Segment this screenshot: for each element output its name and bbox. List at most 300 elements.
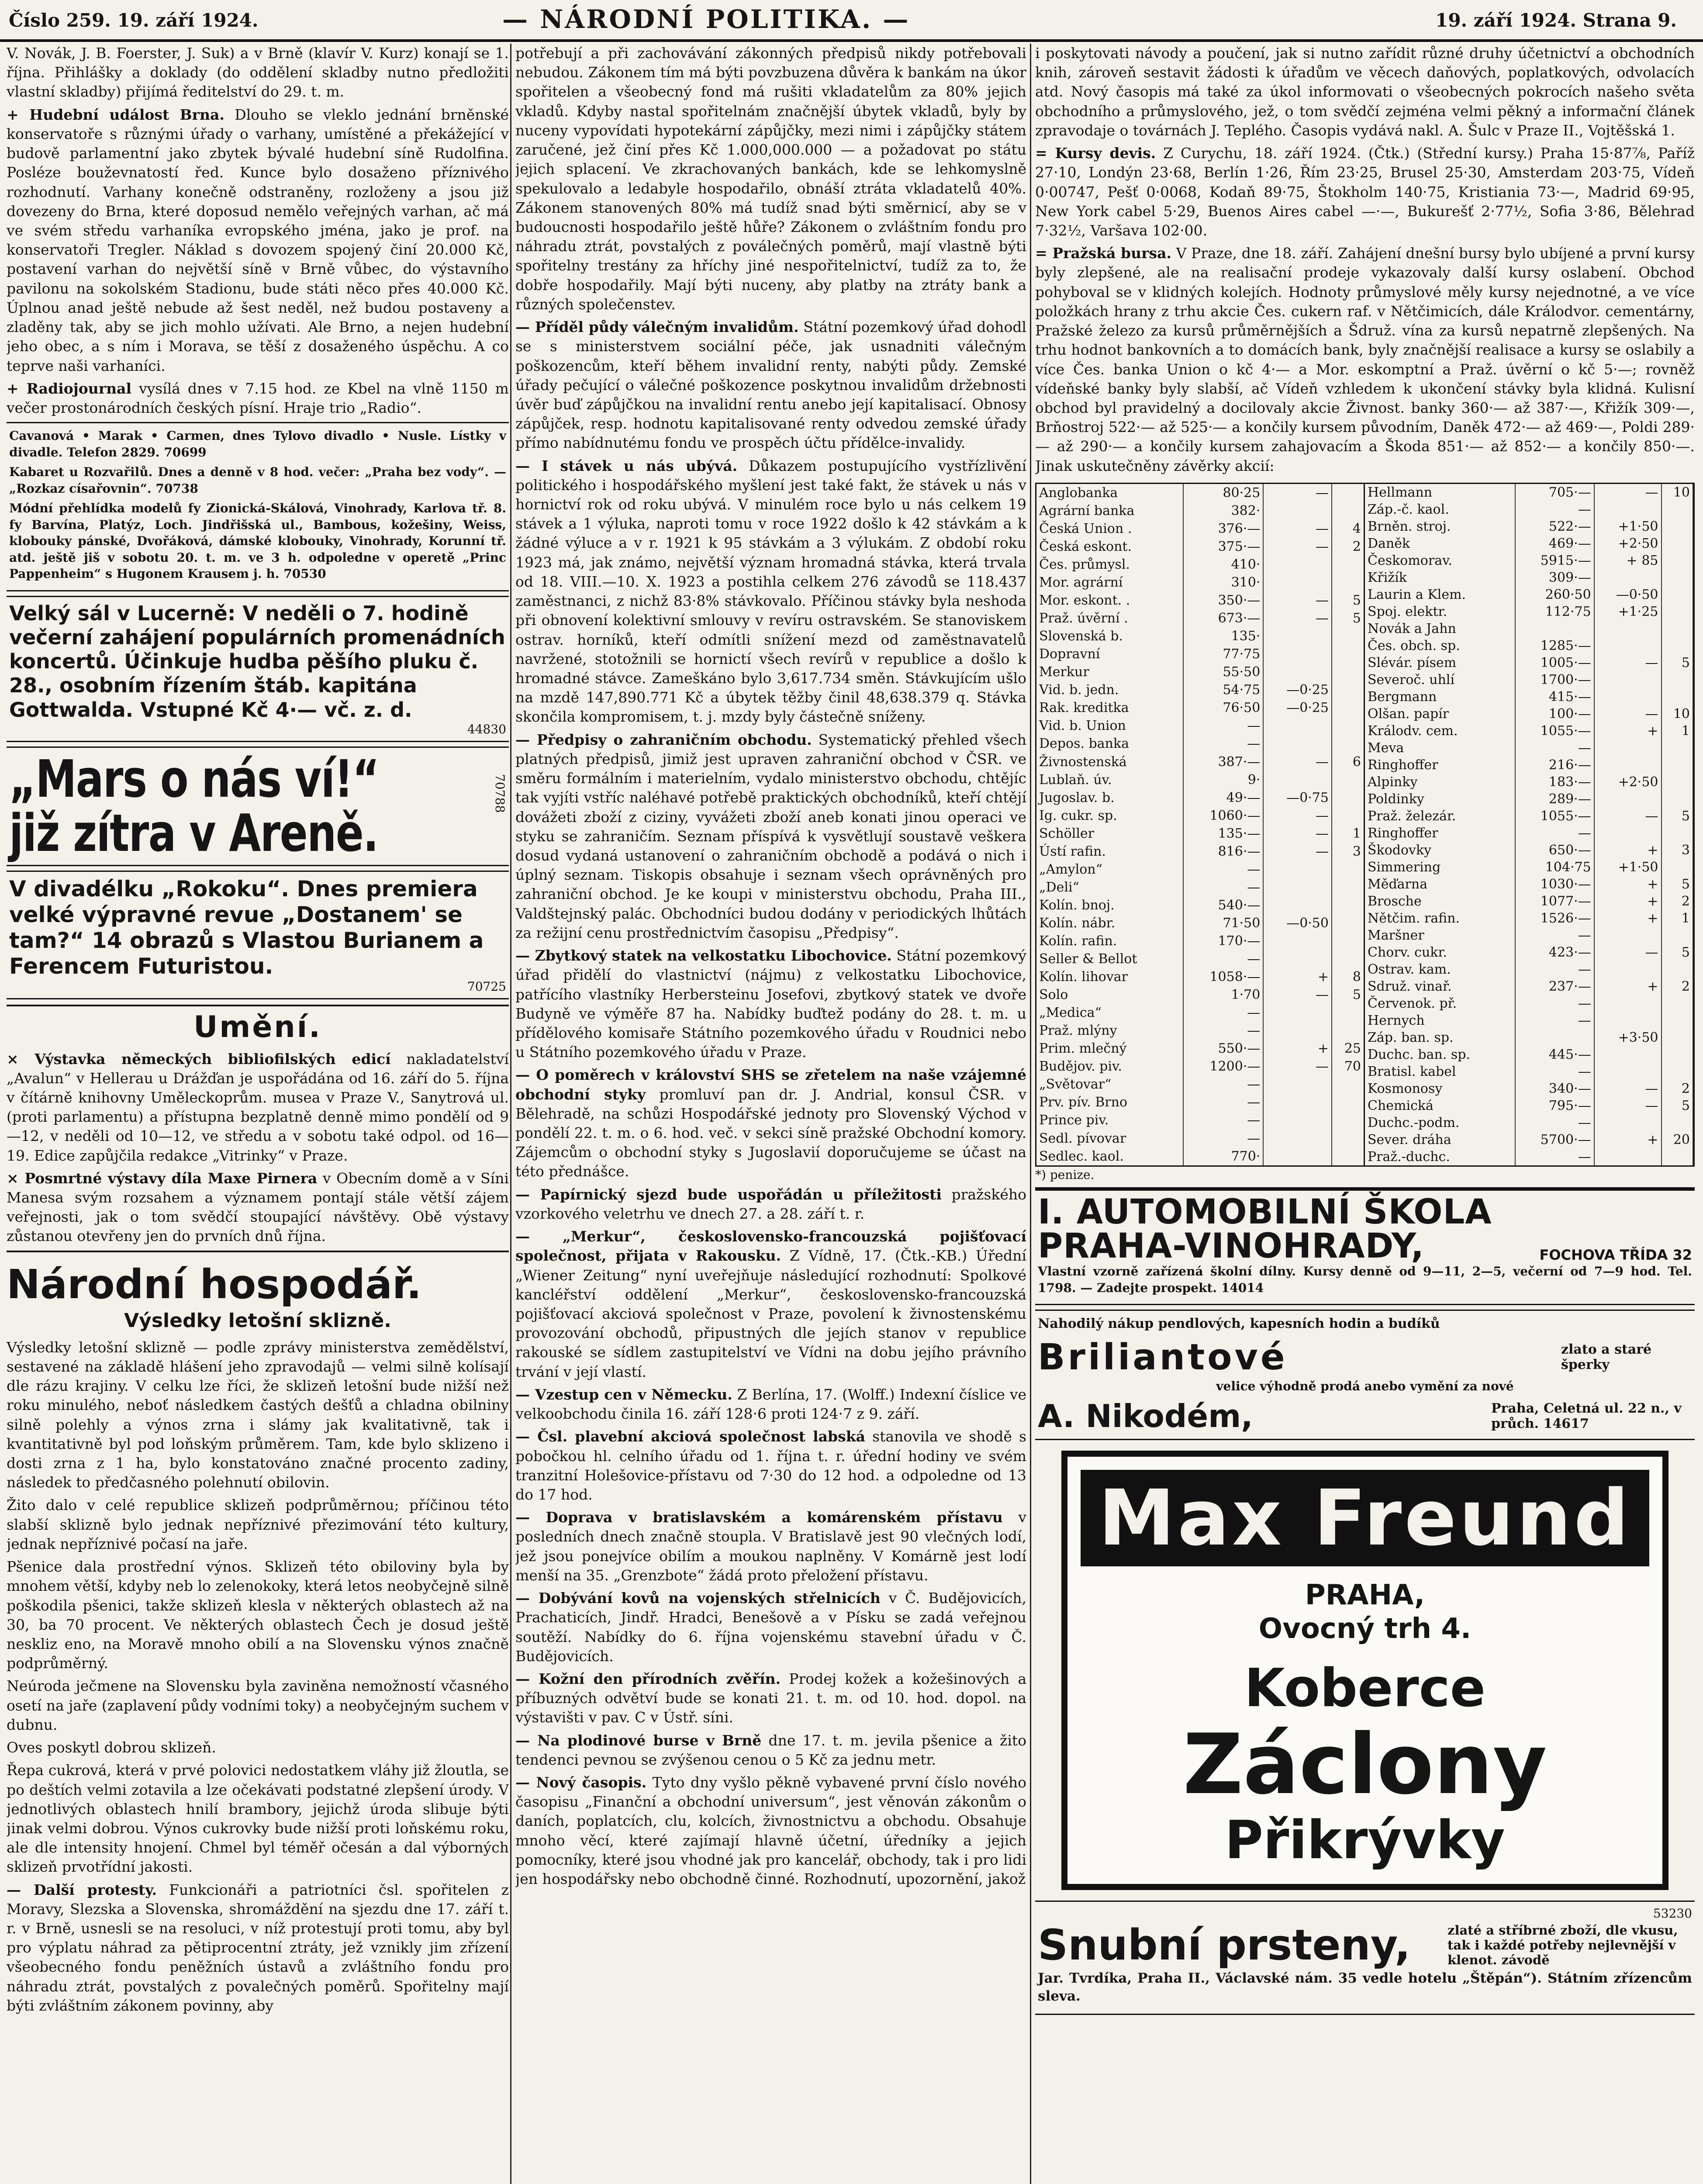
- article-text: V Praze, dne 18. září. Zahájení dnešní bursy bylo ubíjené a první kursy byly zlepšené, ale na realisační prodeje vykazovaly další kursy oslabení. Obchod pohyboval se v klidných kolejích. Hodnoty průmyslové měly kursy nejednotné, a ve více položkách hrany z trhu akcie Čes. cukern raf. v Nětčimicích, dále Králodvor. cementárny, Pražské železo za kursů průměrnějších a Šdruž. vína za kursů nepatrně zlepšených. Na trhu hodnot bankovních a to domácích bank, byly značnější realisace a kursy se oslabily a více Čes. banka Union o kč 4·— a Mor. eskomptní a Praž. úvěrní o kč 5·—; rovněž vídeňské banky byly slabší, ač Vídeň vzhledem k ukončení stávky byla klidná. Kulisní obchod byl pravidelný a docilovaly akcie Živnost. banky 360·— až 387·—, Křižík 309·—, Brňostroj 522·— až 525·— a končily kursem původním, Daněk 472·— až 469·—, Poldi 289·— až 290·— a končily kursem zahajovacím a Škoda 851·— až 852·— a končily 850·—. Jinak uskutečněny závěrky akcií:: [1035, 245, 1695, 474]
- stock-name: Kosmonosy: [1365, 1080, 1515, 1097]
- stock-value: —: [1263, 520, 1332, 538]
- stock-value: [1594, 620, 1662, 637]
- article: [515, 1065, 1026, 1181]
- stock-value: [1515, 620, 1594, 637]
- divider: [7, 1251, 509, 1252]
- stock-name: Solo: [1036, 986, 1183, 1004]
- table-row: [1365, 535, 1693, 552]
- article-text: Funkcionáři a patriotníci čsl. spořitelen z Moravy, Slezska a Slovenska, shromáždění na sjezdu dne 17. září t. r. v Brně, usnesli se na resoluci, v níž protestují proti tomu, aby byl pro výplatu náhrad za pětiprocentní ztráty, jež vznikly jim zřízení všeobecného fondu peněžních ústavů a zvláštního fondu pro náhradu ztrát, povstalých z povalečných poměrů. Spořitelny mají býti zvláštním zákonem povinny, aby: [7, 1881, 509, 2014]
- table-row: [1365, 484, 1693, 501]
- stock-name: Jugoslav. b.: [1036, 789, 1183, 807]
- stock-value: 76·50: [1183, 699, 1264, 717]
- stock-value: 80·25: [1183, 484, 1264, 502]
- article: [7, 1169, 509, 1246]
- stock-value: +: [1594, 910, 1662, 927]
- stock-value: [1662, 1063, 1693, 1080]
- stock-value: [1332, 1075, 1364, 1093]
- article-text: Tyto dny vyšlo pěkně vybavené první číslo nového časopisu „Finanční a obchodní universum“, jest věnován zákonům o daních, poplatcích, clu, kolcích, živnostnictvu a obchodu. Obsahuje mnoho věcí, které zajímají hlavně účetní, úředníky a jejich pomocníky, které jsou vhodné jak pro kancelář, obchody, tak i pro lidi jen hospodářsky nebo obchodně činné. Rozhodnutí, upozornění, jakož: [515, 1774, 1026, 1888]
- ad-text: Vlastní vzorně zařízená školní dílny. Kursy denně od 9—11, 2—5, večerní od 7—9 hod. Tel. 1798. — Zadejte prospekt. 14014: [1038, 1264, 1692, 1295]
- stock-value: [1594, 688, 1662, 705]
- stock-value: [1332, 1022, 1364, 1040]
- ad-number: 70725: [467, 979, 506, 994]
- stock-value: [1332, 1147, 1364, 1165]
- stock-value: 445·—: [1515, 1046, 1594, 1063]
- ad-number: 44830: [467, 722, 506, 736]
- table-row: [1365, 893, 1693, 910]
- stock-name: Ringhoffer: [1365, 825, 1515, 842]
- column-divider: [510, 44, 511, 2184]
- stock-name: Českomorav.: [1365, 552, 1515, 569]
- article-text: nakladatelství „Avalun“ v Hellerau u Drážďan je uspořádána od 16. září do 5. října v čítárně knihovny Uměleckoprům. musea v Praze V., Sanytrová ul. (proti parlamentu) a přístupna bezplatně denně mimo pondělí od 9—12, v neděli od 10—12, ve středu a v sobotu také odpol. od 16—19. Edice zapůjčila redakce „Vitrinky“ v Praze.: [7, 1050, 509, 1164]
- table-row: [1365, 1114, 1693, 1131]
- ad-text: V divadélku „Rokoku“. Dnes premiera velké výpravné revue „Dostanem' se tam?“ 14 obrazů s Vlastou Burianem a Ferencem Futuristou.: [9, 876, 484, 979]
- table-row: [1365, 569, 1693, 586]
- article-heading: Výsledky letošní sklizně.: [124, 1309, 391, 1332]
- table-row: [1365, 705, 1693, 722]
- stock-value: 5: [1332, 591, 1364, 609]
- stock-value: 387·—: [1183, 753, 1264, 771]
- article-text: pražského vzorkového veletrhu ve dnech 27. a 28. září t. r.: [515, 1185, 1026, 1222]
- stock-value: [1263, 771, 1332, 789]
- table-row: [1365, 774, 1693, 791]
- stock-value: —: [1263, 986, 1332, 1004]
- table-row: [1365, 1097, 1693, 1114]
- table-row: [1036, 914, 1364, 932]
- stock-value: 2: [1662, 893, 1693, 910]
- stock-value: [1662, 1029, 1693, 1046]
- article: [515, 318, 1026, 453]
- stock-value: —: [1263, 484, 1332, 502]
- article-heading: — Doprava v bratislavském a komárenském přístavu: [515, 1509, 1003, 1526]
- stock-value: 112·75: [1515, 603, 1594, 620]
- article: [515, 1589, 1026, 1666]
- stock-value: 350·—: [1183, 591, 1264, 609]
- stock-name: Kolín. rafin.: [1036, 932, 1183, 950]
- stock-value: [1263, 1147, 1332, 1165]
- article-heading: × Výstavka německých bibliofilských edicí: [7, 1050, 391, 1068]
- stock-value: [1594, 637, 1662, 654]
- stock-value: —: [1515, 1148, 1594, 1165]
- article: [7, 1050, 509, 1165]
- stock-name: Merkur: [1036, 663, 1183, 681]
- stock-value: 25: [1332, 1040, 1364, 1057]
- table-row: [1036, 735, 1364, 753]
- stock-value: —: [1183, 1004, 1264, 1022]
- table-row: [1365, 927, 1693, 944]
- stock-value: 10: [1662, 484, 1693, 501]
- stock-value: 310·: [1183, 574, 1264, 591]
- article-heading: — Příděl půdy válečným invalidům.: [515, 318, 799, 336]
- stock-value: 216·—: [1515, 757, 1594, 774]
- table-row: [1036, 1075, 1364, 1093]
- advertisement: [7, 596, 509, 742]
- stock-value: 49·—: [1183, 789, 1264, 807]
- stock-value: [1662, 791, 1693, 808]
- ad-text: FOCHOVA TŘÍDA 32: [1539, 1247, 1692, 1264]
- ad-text: Cavanová • Marak • Carmen, dnes Tylovo divadlo • Nusle. Lístky v divadle. Telefon 2829. 70699: [9, 429, 506, 460]
- table-row: [1365, 620, 1693, 637]
- article-text: Pšenice dala prostřední výnos. Sklizeň této obiloviny byla by mnohem větší, kdyby neb lo zelenokoky, která letos neobyčejně silně poškodila pšenici, takže sklizeň klesla v některých oblastech až na 30, ba 70 procent. Ve některých oblastech Čech je dosud ještě neskliz eno, na Moravě mnoho obilí a na Slovensku výnos značně podprůměrný.: [7, 1558, 509, 1672]
- table-row: [1036, 1040, 1364, 1057]
- article-heading: — Zbytkový statek na velkostatku Libochovice.: [515, 947, 892, 964]
- stock-name: Mor. eskont. .: [1036, 591, 1183, 609]
- stock-name: Mor. agrární: [1036, 574, 1183, 591]
- stock-value: [1263, 932, 1332, 950]
- table-row: [1365, 876, 1693, 893]
- article-text: Neúroda ječmene na Slovensku byla zaviněna nemožností včasného osetí na jaře (zaplavení půdy vodními toky) a neobyčejným suchem v dubnu.: [7, 1677, 509, 1733]
- stock-value: —: [1183, 1111, 1264, 1129]
- stock-value: [1662, 671, 1693, 688]
- stock-value: [1332, 1004, 1364, 1022]
- article-text: v Obecním domě a v Síni Manesa svým rozsahem a významem pontají stále větší zájem veřejnosti, jak o tom svědčí stoupající návštěvy. Obě výstavy zůstanou otevřeny jen do prvních dnů října.: [7, 1169, 509, 1245]
- section-title: Národní hospodář.: [7, 1261, 422, 1308]
- stock-name: „Deli“: [1036, 878, 1183, 896]
- article: [7, 379, 509, 418]
- stock-value: —0·75: [1263, 789, 1332, 807]
- stock-value: —: [1594, 944, 1662, 961]
- stock-value: 5: [1332, 609, 1364, 627]
- stock-name: Olšan. papír: [1365, 705, 1515, 722]
- ad-headline: PRAHA-VINOHRADY,: [1038, 1227, 1424, 1266]
- stock-name: Alpinky: [1365, 774, 1515, 791]
- stock-value: 423·—: [1515, 944, 1594, 961]
- stock-value: [1662, 518, 1693, 535]
- stock-value: —: [1515, 501, 1594, 518]
- stock-value: 1526·—: [1515, 910, 1594, 927]
- ad-number: 70788: [493, 774, 507, 813]
- article-text: Oves poskytl dobrou sklizeň.: [7, 1739, 216, 1756]
- article: [515, 1385, 1026, 1424]
- stock-value: [1594, 671, 1662, 688]
- stock-value: 382·: [1183, 502, 1264, 520]
- stock-value: —: [1515, 1012, 1594, 1029]
- stock-name: Ústí rafin.: [1036, 843, 1183, 860]
- stock-name: Brosche: [1365, 893, 1515, 910]
- stock-value: 1: [1332, 825, 1364, 843]
- stock-value: —: [1183, 950, 1264, 968]
- stock-value: [1332, 699, 1364, 717]
- stock-name: Duchc.-podm.: [1365, 1114, 1515, 1131]
- stock-value: —: [1594, 654, 1662, 671]
- table-row: [1365, 654, 1693, 671]
- ad-headline: Snubní prsteny,: [1038, 1920, 1411, 1970]
- stock-value: [1662, 552, 1693, 569]
- stock-value: [1263, 896, 1332, 914]
- stock-name: Křižík: [1365, 569, 1515, 586]
- ad-headline: A. Nikodém,: [1038, 1398, 1253, 1435]
- table-row: [1365, 757, 1693, 774]
- stock-value: [1263, 860, 1332, 878]
- stock-value: —: [1263, 843, 1332, 860]
- table-row: [1365, 961, 1693, 978]
- stock-value: [1662, 1148, 1693, 1165]
- stock-value: [1594, 740, 1662, 757]
- stock-name: Maršner: [1365, 927, 1515, 944]
- table-row: [1036, 699, 1364, 717]
- advertisement: [1035, 1310, 1695, 1440]
- table-row: [1036, 1130, 1364, 1147]
- stock-value: [1662, 603, 1693, 620]
- article-heading: + Hudební událost Brna.: [7, 106, 225, 123]
- article-text: potřebují a při zachovávání zákonných předpisů nikdy potřebovali nebudou. Zákonem tím má býti povzbuzena důvěra k bankám na úkor spořitelen a všeobecný fond má rušiti vkladatelům za 80% jejich vkladů. Kdyby nastal spořitelnám značnější úbytek vkladů, byly by nuceny vypovídati hypotekární zápůjčky, mezi nimi i zápůjčky státem zaručené, jež činí přes Kč 1.000,000.000 — a požadovat po státu jejich splacení. Ve zkrachovaných bankách, kde se lehkomyslně spekulovalo a ledabyle hospodařilo, obnáší ztráta vkladatelů 40%. Zákonem stanovených 80% má tudíž snad býti směrnicí, aby se v budoucnosti hospodařilo ještě hůře? Zákonem o zvláštním fondu pro náhradu ztrát, povstalých z poválečných poměrů, mají vlastně býti spořitelny trestány za hříchy jiné nespořitelnictví, tudíž za to, že dobře hospodařily. Mají býti nuceny, aby platby na ztráty bank a různých společenstev.: [515, 45, 1026, 313]
- stock-value: [1594, 791, 1662, 808]
- stock-value: [1263, 1130, 1332, 1147]
- stock-value: 5: [1662, 808, 1693, 825]
- ad-text: zlaté a stříbrné zboží, dle vkusu, tak i každé potřeby nejlevnější v klenot. závodě: [1447, 1922, 1678, 1967]
- stock-value: [1594, 1063, 1662, 1080]
- stock-value: 1: [1662, 722, 1693, 740]
- stock-value: +: [1594, 893, 1662, 910]
- article-text: Státní pozemkový úřad dohodl se s ministerstvem sociální péče, jak usnadniti válečným poškozencům, kteří během invalidní renty, nabýti půdy. Zemské úřady pečující o válečné poškozence poskytnou invalidům držebnosti úvěr buď zápůjčkou na invalidní rentu anebo její kapitalisací. Obnosy zápůjček, resp. hodnotu kapitalisované renty odvedou zemské úřady přímo nabídnutému fondu ve prospěch účtu přídělce-invalidy.: [515, 318, 1026, 452]
- stock-value: 2: [1332, 538, 1364, 556]
- stock-value: 4: [1332, 520, 1364, 538]
- stock-name: Čes. obch. sp.: [1365, 637, 1515, 654]
- stock-name: Hernych: [1365, 1012, 1515, 1029]
- stock-value: 1055·—: [1515, 722, 1594, 740]
- article-heading: × Posmrtné výstavy díla Maxe Pirnera: [7, 1169, 318, 1187]
- stock-value: +: [1263, 1040, 1332, 1057]
- article-text: Výsledky letošní sklizně — podle zprávy ministerstva zemědělství, sestavené na základě hlášení jeho zpravodajů — velmi silně kolísají dle rázu krajiny. V celku lze říci, že sklizeň letošní bude nižší než roku minulého, neboť následkem častých dešťů a chladna obilniny silně polehly a výnos zrna i slámy jak kvalitativně, tak i kvantitativně byl pod loňským průměrem. Tam, kde bylo sklizeno i dosti zrna z 1 ha, bylo konstatováno značné procento zadiny, následek to předčasného polehnutí obilovin.: [7, 1338, 509, 1491]
- stock-value: 1: [1662, 910, 1693, 927]
- advertisement: [1035, 1901, 1695, 2015]
- stock-value: 5: [1332, 986, 1364, 1004]
- stock-value: 1005·—: [1515, 654, 1594, 671]
- table-row: [1365, 688, 1693, 705]
- table-row: [1365, 859, 1693, 876]
- stock-value: 289·—: [1515, 791, 1594, 808]
- table-row: [1036, 789, 1364, 807]
- stock-value: 705·—: [1515, 484, 1594, 501]
- stock-value: 1700·—: [1515, 671, 1594, 688]
- stock-table-left: [1036, 484, 1365, 1165]
- stock-value: 2: [1662, 978, 1693, 995]
- article-text: Systematický přehled všech platných předpisů, jimiž jest upraven zahraniční obchod v ČSR. ve směru formálním i materielním, vydalo ministerstvo obchodu, chtějíc tak vyjíti vstříc naléhavé potřebě praktických obchodníků, kteří chtějí dovážeti zboží z ciziny, vyvážeti zboží aneb konati jinou operaci ve styku se zahraničím. Seznam příspívá k vysvětlují soustavě veškera dosud vydaná ustanovení o zahraničním obchodě a podává o nich i úplný seznam. Tiskopis obsahuje i seznam všech oprávněných pro zahraniční obchod. Je ke koupi v ministerstvu obchodu, Praha III., Valdštejnský palác. Obchodníci budou dodány v periodických lhůtách za režijní cenu prostřednictvím časopisu „Předpisy“.: [515, 731, 1026, 941]
- table-row: [1036, 968, 1364, 986]
- table-row: [1365, 722, 1693, 740]
- stock-value: —: [1263, 825, 1332, 843]
- stock-value: + 85: [1594, 552, 1662, 569]
- table-row: [1365, 978, 1693, 995]
- stock-value: 100·—: [1515, 705, 1594, 722]
- stock-value: [1662, 569, 1693, 586]
- article: [515, 1731, 1026, 1769]
- stock-value: —: [1183, 860, 1264, 878]
- article-text: Prodej kožek a kožešinových a příbuzných odvětví bude se konati 21. t. m. od 10. hod. dopol. na výstavišti v pav. C v Ústř. síni.: [515, 1670, 1026, 1726]
- table-row: [1036, 1093, 1364, 1111]
- stock-name: „Medica“: [1036, 1004, 1183, 1022]
- table-row: [1365, 586, 1693, 603]
- stock-value: 1060·—: [1183, 807, 1264, 825]
- table-row: [1365, 1148, 1693, 1165]
- ad-text: Kabaret u Rozvařilů. Dnes a denně v 8 hod. večer: „Praha bez vody“. — „Rozkaz císařovnin“. 70738: [9, 465, 506, 496]
- article: [515, 730, 1026, 943]
- stock-value: [1662, 688, 1693, 705]
- ad-text: Velký sál v Lucerně: V neděli o 7. hodině večerní zahájení populárních promenádních koncertů. Účinkuje hudba pěšího pluku č. 28., osobním řízením štáb. kapitána Gottwalda. Vstupné Kč 4·— vč. z. d.: [9, 601, 505, 722]
- advertisement-max-freund: [1061, 1451, 1668, 1890]
- ad-text: Jar. Tvrdíka, Praha II., Václavské nám. 35 vedle hotelu „Štěpán“). Státním zřízencům sleva.: [1038, 1970, 1692, 2004]
- stock-name: Ringhoffer: [1365, 757, 1515, 774]
- stock-value: 183·—: [1515, 774, 1594, 791]
- stock-value: [1332, 1093, 1364, 1111]
- stock-value: [1263, 574, 1332, 591]
- stock-value: —: [1183, 878, 1264, 896]
- table-footnote: *) penize.: [1035, 1167, 1095, 1182]
- stock-name: Prince piv.: [1036, 1111, 1183, 1129]
- stock-value: 1285·—: [1515, 637, 1594, 654]
- table-row: [1036, 645, 1364, 663]
- stock-value: +: [1594, 842, 1662, 859]
- stock-value: —: [1183, 1093, 1264, 1111]
- stock-name: Depos. banka: [1036, 735, 1183, 753]
- table-row: [1036, 1147, 1364, 1165]
- stock-value: [1332, 574, 1364, 591]
- stock-value: 10: [1662, 705, 1693, 722]
- article: [7, 1880, 509, 2016]
- article-text: i poskytovati návody a poučení, jak si nutno zařídit různé druhy účetnictví a obchodních knih, zároveň sestavit žádosti k úřadům ve věcech daňových, poplatkových, odvolacích atd. Nový časopis má také za úkol informovati o všeobecných pokrocích našeho světa obchodního a průmyslového, jež, o tom svědčí zejména velmi pěkný a informační článek zpravodaje o továrnách J. Teplého. Časopis vydává nakl. A. Šulc v Praze II., Vojtěšská 1.: [1035, 45, 1695, 139]
- table-row: [1365, 825, 1693, 842]
- stock-value: [1332, 484, 1364, 502]
- stock-value: 70: [1332, 1057, 1364, 1075]
- ad-product: Záclony: [1183, 1716, 1547, 1813]
- article-text: V. Novák, J. B. Foerster, J. Suk) a v Brně (klavír V. Kurz) konají se 1. října. Přihlášky a doklady (do oddělení skladby nutno předložiti vlastní skladby) přijímá ředitelství do 29. t. m.: [7, 45, 509, 100]
- stock-value: [1263, 735, 1332, 753]
- stock-name: Dopravní: [1036, 645, 1183, 663]
- table-row: [1365, 944, 1693, 961]
- stock-table: [1035, 483, 1695, 1167]
- article-heading: — Vzestup cen v Německu.: [515, 1386, 732, 1403]
- stock-value: [1332, 645, 1364, 663]
- stock-value: [1263, 1075, 1332, 1093]
- stock-name: Záp. ban. sp.: [1365, 1029, 1515, 1046]
- stock-value: [1594, 1012, 1662, 1029]
- table-row: [1036, 1022, 1364, 1040]
- stock-value: [1332, 1111, 1364, 1129]
- stock-name: Praž.-duchc.: [1365, 1148, 1515, 1165]
- table-row: [1365, 1046, 1693, 1063]
- stock-value: —: [1263, 753, 1332, 771]
- stock-value: 5700·—: [1515, 1131, 1594, 1148]
- stock-value: 170·—: [1183, 932, 1264, 950]
- article-heading: — Kožní den přírodních zvěřín.: [515, 1670, 781, 1687]
- stock-value: —: [1594, 1097, 1662, 1114]
- article-text: Státní pozemkový úřad přidělí do vlastnictví (nájmu) z velkostatku Libochovice, patřícího vlastníky Herbersteinu Josefovi, zbytkový statek ve dvoře Budyně ve výměře 87 ha. Nabídky buďtež podány do 28. t. m. u přídělového komisaře Státního pozemkového úřadu v Roudnici nebo u Státního pozemkového úřadu v Praze.: [515, 947, 1026, 1061]
- stock-value: [1332, 860, 1364, 878]
- stock-value: —0·25: [1263, 681, 1332, 699]
- stock-name: „Světovar“: [1036, 1075, 1183, 1093]
- stock-name: Prv. pív. Brno: [1036, 1093, 1183, 1111]
- stock-value: [1662, 825, 1693, 842]
- article-heading: — Nový časopis.: [515, 1774, 647, 1791]
- article: [1035, 244, 1695, 476]
- article-text: stanovila ve shodě s pobočkou hl. celního úřadu od 1. října t. r. úřední hodiny ve svém tranzitní Holešovice-přístavu od 7·30 do 12 hod. a odpoledne od 13 do 17 hod.: [515, 1428, 1026, 1503]
- stock-value: —0·25: [1263, 699, 1332, 717]
- stock-value: [1662, 501, 1693, 518]
- stock-name: Rak. kreditka: [1036, 699, 1183, 717]
- stock-value: [1662, 961, 1693, 978]
- stock-name: Živnostenská: [1036, 753, 1183, 771]
- stock-value: —: [1515, 927, 1594, 944]
- table-row: [1036, 825, 1364, 843]
- stock-value: —: [1515, 740, 1594, 757]
- table-row: [1365, 1080, 1693, 1097]
- stock-name: Vid. b. Union: [1036, 717, 1183, 735]
- stock-value: —: [1594, 705, 1662, 722]
- stock-value: 54·75: [1183, 681, 1264, 699]
- article-heading: = Pražská bursa.: [1035, 245, 1171, 262]
- table-row: [1036, 609, 1364, 627]
- stock-value: 104·75: [1515, 859, 1594, 876]
- stock-value: 3: [1662, 842, 1693, 859]
- stock-name: Vid. b. jedn.: [1036, 681, 1183, 699]
- ad-city: PRAHA,: [1305, 1579, 1425, 1612]
- page-header: [0, 0, 1703, 42]
- article: [515, 1427, 1026, 1504]
- table-row: [1036, 681, 1364, 699]
- stock-value: 340·—: [1515, 1080, 1594, 1097]
- stock-name: Kolín. nábr.: [1036, 914, 1183, 932]
- stock-value: +1·50: [1594, 859, 1662, 876]
- stock-value: [1662, 740, 1693, 757]
- stock-value: +: [1594, 1131, 1662, 1148]
- stock-value: —: [1515, 1063, 1594, 1080]
- stock-value: 1055·—: [1515, 808, 1594, 825]
- stock-name: Severoč. uhlí: [1365, 671, 1515, 688]
- article: [515, 1185, 1026, 1223]
- article-heading: + Radiojournal: [7, 380, 132, 397]
- stock-name: Bergmann: [1365, 688, 1515, 705]
- table-row: [1036, 574, 1364, 591]
- article-text: Důkazem postupujícího vystřízlivění politického i hospodářského myšlení jest také fakt, že stávek u nás v hornictví rok od roku ubývá. V minulém roce bylo u nás celkem 19 stávek a 1 výluka, naproti tomu v roce 1922 došlo k 42 stávkám a k žádné výluce a v r. 1921 k 95 stávkám a 3 výlukám. Z období roku 1923 má, jak známo, největší význam hromadná stávka, která trvala od 18. VIII.—10. X. 1923 a postihla celkem 276 závodů se 118.437 zaměstnanci, z nichž 83·8% stávkovalo. Příčinou stávky byla neshoda při obnovení kolektivní smlouvy v revíru ostravském. Se stanoviskem ostrav. horníků, kteří odmítli snížení mezd od zaměstnavatelů navržené, stotožnili se hornictí všech revírů v republice a došlo k hromadné stávce. Zameškáno bylo 3,617.734 směn. Stávkujícím ušlo na mzdě 147,890.771 Kč a úbytek těžby činil 48,638.379 q. Stávka skončila kompromisem, t. j. mzdy byly částečně sníženy.: [515, 457, 1026, 726]
- stock-value: [1332, 932, 1364, 950]
- table-row: [1365, 808, 1693, 825]
- stock-name: Schöller: [1036, 825, 1183, 843]
- stock-value: [1263, 878, 1332, 896]
- stock-value: 135·—: [1183, 825, 1264, 843]
- stock-value: +: [1594, 978, 1662, 995]
- table-row: [1036, 484, 1364, 502]
- table-row: [1036, 986, 1364, 1004]
- stock-name: Praž. úvěrní .: [1036, 609, 1183, 627]
- stock-value: —: [1515, 995, 1594, 1012]
- table-row: [1365, 1029, 1693, 1046]
- stock-name: Kolín. lihovar: [1036, 968, 1183, 986]
- article-text: Z Berlína, 17. (Wolff.) Indexní číslice ve velkoobchodu činila 16. září 128·6 proti 124·7 z 9. září.: [515, 1386, 1026, 1423]
- stock-value: 410·: [1183, 556, 1264, 574]
- table-row: [1036, 538, 1364, 556]
- stock-value: 469·—: [1515, 535, 1594, 552]
- table-row: [1365, 637, 1693, 654]
- article: [515, 946, 1026, 1062]
- table-row: [1036, 556, 1364, 574]
- stock-value: 55·50: [1183, 663, 1264, 681]
- table-row: [1036, 520, 1364, 538]
- stock-name: Poldinky: [1365, 791, 1515, 808]
- column-2: [515, 44, 1026, 2184]
- stock-value: [1332, 789, 1364, 807]
- stock-value: [1594, 757, 1662, 774]
- table-row: [1365, 671, 1693, 688]
- stock-name: Ostrav. kam.: [1365, 961, 1515, 978]
- stock-value: [1594, 569, 1662, 586]
- stock-value: 5: [1662, 944, 1693, 961]
- stock-value: [1594, 825, 1662, 842]
- stock-value: [1332, 771, 1364, 789]
- issue-number: Číslo 259. 19. září 1924.: [9, 10, 259, 31]
- stock-value: [1594, 995, 1662, 1012]
- stock-name: Praž. mlýny: [1036, 1022, 1183, 1040]
- stock-name: Kolín. bnoj.: [1036, 896, 1183, 914]
- article-text: promluví pan dr. J. Andrial, konsul ČSR. v Bělehradě, na schůzi Hospodářské jednoty pro Slovenský Východ v pondělí 22. t. m. o 6. hod. več. v sekci síně pražské Obchodní komory. Zájemcům o obchodní styky s Jugoslavií doporučujeme se účast na této přednášce.: [515, 1085, 1026, 1180]
